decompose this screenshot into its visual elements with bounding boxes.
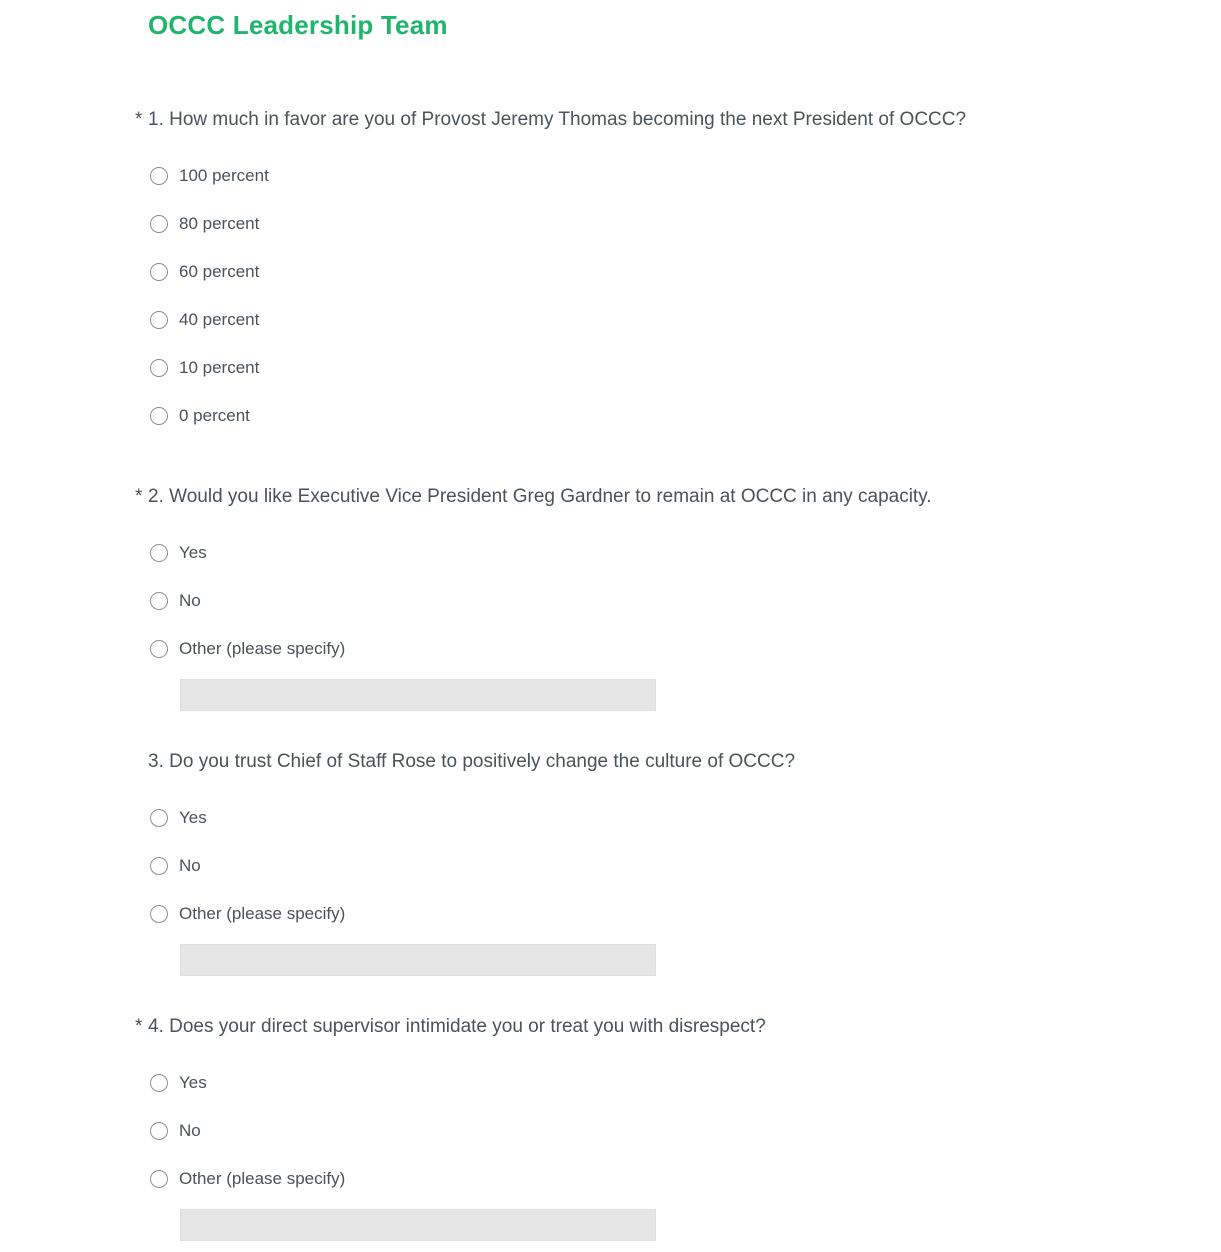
question-3-text [148, 749, 795, 775]
q2-option-other[interactable] [148, 635, 345, 663]
required-marker: * [135, 1016, 143, 1037]
q4-option-no[interactable] [148, 1117, 201, 1145]
radio-button-icon[interactable] [150, 407, 168, 425]
q1-option-10-percent[interactable] [148, 354, 259, 382]
radio-button-icon[interactable] [150, 311, 168, 329]
option-label: Yes [179, 1073, 207, 1092]
radio-button-icon[interactable] [150, 1122, 168, 1140]
radio-button-icon[interactable] [150, 167, 168, 185]
question-1-label: 1. How much in favor are you of Provost Jeremy Thomas becoming the next President of OCCC? [148, 109, 967, 130]
radio-button-icon[interactable] [150, 544, 168, 562]
option-label: Other (please specify) [179, 1169, 346, 1188]
option-label: Other (please specify) [179, 904, 346, 923]
q3-option-no[interactable] [148, 852, 201, 880]
question-2-label: 2. Would you like Executive Vice President Greg Gardner to remain at OCCC in any capacity. [148, 486, 932, 507]
radio-button-icon[interactable] [150, 1074, 168, 1092]
q4-option-yes[interactable] [148, 1069, 207, 1097]
q1-option-60-percent[interactable] [148, 258, 259, 286]
q4-option-other[interactable] [148, 1165, 345, 1193]
option-label: No [179, 856, 201, 875]
q4-other-specify-input[interactable] [180, 1209, 656, 1241]
option-label: Yes [179, 543, 207, 562]
option-label: 10 percent [179, 358, 260, 377]
option-label: 0 percent [179, 406, 250, 425]
question-2-text [135, 484, 932, 510]
q3-option-yes[interactable] [148, 804, 207, 832]
q1-option-40-percent[interactable] [148, 306, 259, 334]
survey-title: OCCC Leadership Team [148, 10, 448, 40]
radio-button-icon[interactable] [150, 809, 168, 827]
q3-other-specify-input[interactable] [180, 944, 656, 976]
q2-option-no[interactable] [148, 587, 201, 615]
radio-button-icon[interactable] [150, 592, 168, 610]
required-marker: * [135, 486, 143, 507]
option-label: Yes [179, 808, 207, 827]
question-1-text [135, 107, 967, 133]
option-label: 60 percent [179, 262, 260, 281]
option-label: 80 percent [179, 214, 260, 233]
option-label: 40 percent [179, 310, 260, 329]
q1-option-0-percent[interactable] [148, 402, 250, 430]
option-label: No [179, 591, 201, 610]
radio-button-icon[interactable] [150, 857, 168, 875]
question-4-text [135, 1014, 766, 1040]
radio-button-icon[interactable] [150, 1170, 168, 1188]
option-label: 100 percent [179, 166, 269, 185]
option-label: No [179, 1121, 201, 1140]
q2-option-yes[interactable] [148, 539, 207, 567]
q1-option-100-percent[interactable] [148, 162, 269, 190]
required-marker: * [135, 109, 143, 130]
radio-button-icon[interactable] [150, 359, 168, 377]
radio-button-icon[interactable] [150, 263, 168, 281]
question-4-label: 4. Does your direct supervisor intimidate you or treat you with disrespect? [148, 1016, 766, 1037]
radio-button-icon[interactable] [150, 640, 168, 658]
q1-option-80-percent[interactable] [148, 210, 259, 238]
q3-option-other[interactable] [148, 900, 345, 928]
option-label: Other (please specify) [179, 639, 346, 658]
question-3-label: 3. Do you trust Chief of Staff Rose to positively change the culture of OCCC? [148, 751, 796, 772]
radio-button-icon[interactable] [150, 215, 168, 233]
q2-other-specify-input[interactable] [180, 679, 656, 711]
radio-button-icon[interactable] [150, 905, 168, 923]
